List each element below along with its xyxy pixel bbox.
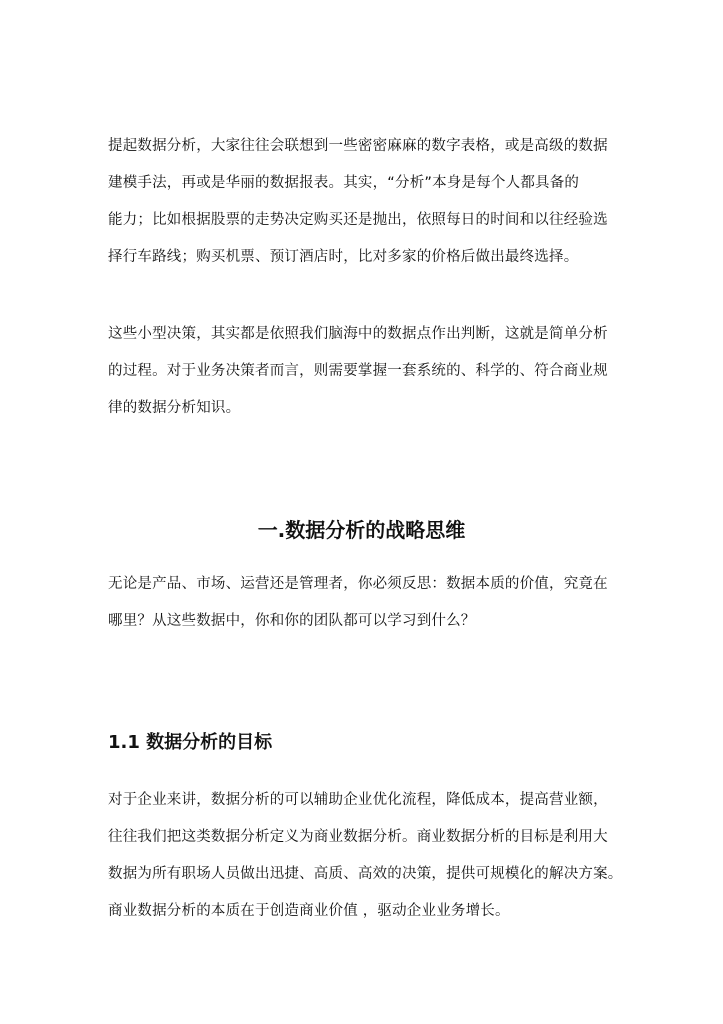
section-paragraph-line-1: 无论是产品、市场、运营还是管理者，你必须反思：数据本质的价值，究竟在 [108, 576, 608, 592]
subsection-paragraph-line-4: 商业数据分析的本质在于创造商业价值 ，驱动企业业务增长。 [108, 903, 510, 919]
subsection-heading: 1.1 数据分析的目标 [108, 732, 273, 753]
intro-paragraph-1-line-3: 能力；比如根据股票的走势决定购买还是抛出，依照每日的时间和以往经验选 [108, 212, 608, 228]
intro-paragraph-1-line-1: 提起数据分析，大家往往会联想到一些密密麻麻的数字表格，或是高级的数据 [108, 138, 608, 154]
intro-paragraph-1-line-4: 择行车路线；购买机票、预订酒店时，比对多家的价格后做出最终选择。 [108, 249, 579, 265]
intro-paragraph-1-line-2: 建模手法，再或是华丽的数据报表。其实，“分析”本身是每个人都具备的 [108, 175, 580, 191]
subsection-paragraph-line-3: 数据为所有职场人员做出迅捷、高质、高效的决策，提供可规模化的解决方案。 [108, 866, 623, 882]
intro-paragraph-2-line-3: 律的数据分析知识。 [108, 400, 241, 416]
subsection-paragraph-line-2: 往往我们把这类数据分析定义为商业数据分析。商业数据分析的目标是利用大 [108, 829, 608, 845]
section-paragraph-line-2: 哪里？从这些数据中，你和你的团队都可以学习到什么？ [108, 613, 476, 629]
subsection-paragraph-line-1: 对于企业来讲，数据分析的可以辅助企业优化流程，降低成本，提高营业额， [108, 792, 608, 808]
section-heading: 一.数据分析的战略思维 [257, 518, 466, 542]
intro-paragraph-2-line-1: 这些小型决策，其实都是依照我们脑海中的数据点作出判断，这就是简单分析 [108, 326, 608, 342]
intro-paragraph-2-line-2: 的过程。对于业务决策者而言，则需要掌握一套系统的、科学的、符合商业规 [108, 363, 608, 379]
